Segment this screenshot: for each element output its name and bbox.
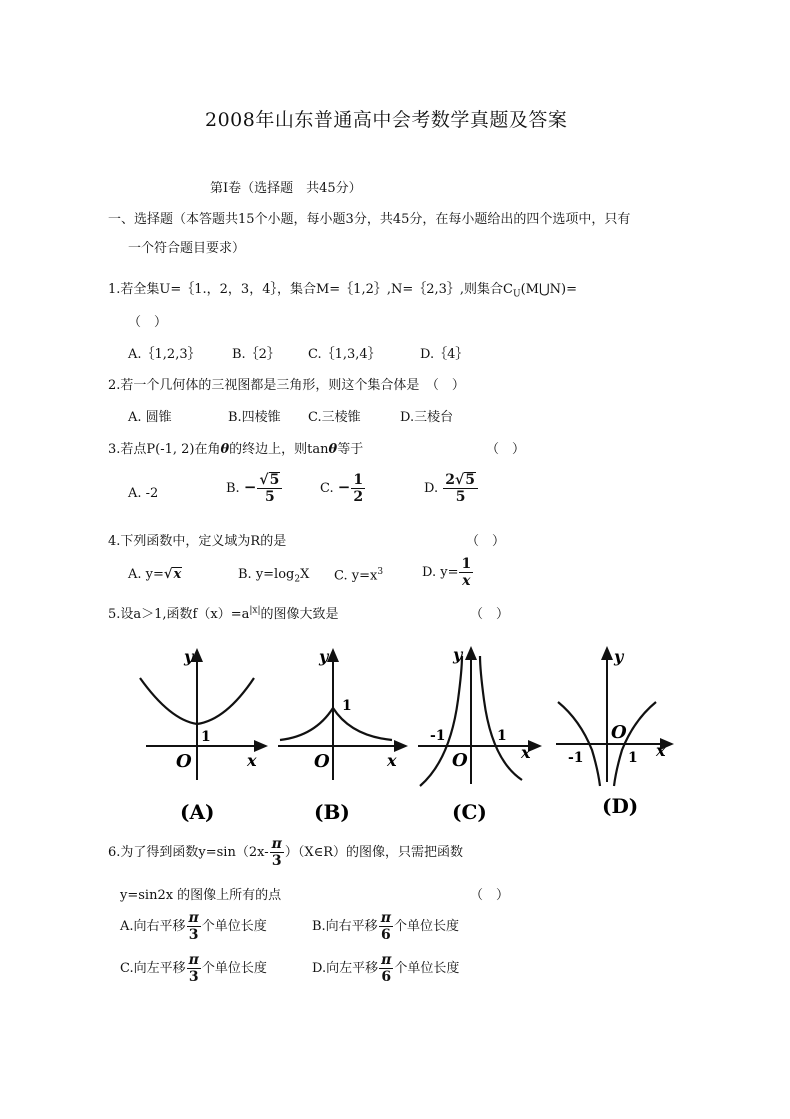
q3-option-b-fraction (257, 472, 282, 505)
graph-b-curve (280, 708, 392, 740)
q3-option-d-radicand: 5 (465, 472, 475, 488)
q6-line-2: y=sin2x 的图像上所有的点 (120, 888, 282, 903)
q5-stem-prefix: 5.设a＞1,函数f（x）=a (108, 607, 250, 622)
radical-icon: √ (454, 472, 465, 488)
q4-stem: 4.下列函数中，定义域为R的是 (108, 534, 287, 549)
graph-d-one: 1 (628, 750, 638, 766)
q6-option-a (120, 910, 267, 943)
q6-option-c-prefix: C.向左平移 (120, 961, 186, 976)
page-title: 2008年山东普通高中会考数学真题及答案 (205, 109, 568, 131)
q2-stem: 2.若一个几何体的三视图都是三角形，则这个集合体是 （ ） (108, 378, 465, 393)
q6-answer-paren: （ ） (470, 888, 510, 903)
q6-option-b-num: π (380, 910, 391, 926)
graph-a-one: 1 (201, 729, 211, 745)
q1-stem-prefix: 1.若全集U=｛1.，2，3，4｝，集合M=｛1,2｝,N=｛2,3｝,则集合C (108, 282, 513, 297)
q6-option-d (312, 952, 459, 985)
q4-option-d-den: x (462, 573, 471, 589)
graph-b-caption: (B) (314, 800, 350, 824)
q6-option-c-num: π (188, 952, 199, 968)
q4-option-b (238, 567, 309, 585)
q3-option-a: A. -2 (128, 486, 159, 501)
q5-stem-suffix: 的图像大致是 (260, 607, 339, 622)
q4-option-d-fraction (459, 556, 473, 589)
q6-stem-den: 3 (271, 853, 282, 869)
q3-option-c-den: 2 (353, 489, 364, 505)
q4-option-d-num: 1 (461, 556, 472, 572)
graph-a-caption: (A) (180, 800, 215, 824)
q4-option-b-prefix: B. y=log (238, 567, 295, 582)
q6-stem-num: π (271, 836, 282, 852)
q6-option-a-fraction (187, 910, 201, 943)
radical-icon: √ (163, 567, 173, 582)
q3-option-b-den: 5 (265, 489, 275, 505)
q1-option-d: D.｛4｝ (420, 347, 469, 362)
q6-option-b-prefix: B.向右平移 (312, 919, 378, 934)
q4-option-c-prefix: C. y=x (334, 568, 378, 584)
graph-b-origin: O (314, 751, 330, 772)
q6-option-d-den: 6 (381, 969, 392, 985)
graph-c-y-label: y (453, 645, 463, 664)
q3-option-d-den: 5 (455, 489, 466, 505)
q1-stem-suffix: (M⋃N)= (520, 282, 577, 297)
q6-option-a-num: π (188, 910, 199, 926)
graph-c-one: 1 (497, 728, 507, 744)
q6-stem-suffix: ）（X∈R）的图像，只需把函数 (284, 845, 464, 860)
q3-option-d-label: D. (424, 481, 439, 496)
q6-option-c (120, 952, 267, 985)
q3-option-d-fraction (443, 472, 478, 505)
q2-option-d: D.三棱台 (400, 410, 454, 425)
graph-b (278, 647, 402, 824)
q6-option-d-suffix: 个单位长度 (394, 961, 460, 976)
q6-option-c-den: 3 (188, 969, 199, 985)
q6-stem (108, 836, 463, 869)
q3-option-b-radicand: 5 (269, 472, 280, 488)
q6-option-b (312, 910, 459, 943)
graph-d (556, 647, 668, 818)
q4-option-b-sub: 2 (294, 574, 301, 585)
q3-stem (108, 438, 363, 457)
q5-stem-sup: |x| (249, 605, 261, 616)
graph-a-x-label: x (247, 751, 257, 770)
q3-option-d (424, 472, 479, 505)
q6-option-d-num: π (381, 952, 392, 968)
graph-d-x-label: x (656, 741, 666, 760)
q3-option-d-coef: 2 (445, 472, 455, 488)
q1-stem (108, 278, 577, 300)
q4-answer-paren: （ ） (466, 534, 506, 549)
q5-answer-paren: （ ） (470, 607, 510, 622)
q3-option-c-sign: − (337, 478, 351, 496)
q4-option-a-var: x (173, 567, 182, 582)
q6-option-c-suffix: 个单位长度 (201, 961, 267, 976)
q6-option-c-fraction (187, 952, 201, 985)
graph-a (140, 647, 262, 824)
q1-answer-paren: （ ） (128, 315, 168, 330)
q4-option-a (128, 567, 182, 582)
radical-icon: √ (259, 472, 269, 488)
graph-d-caption: (D) (602, 794, 639, 818)
instructions-line-2: 一个符合题目要求） (128, 241, 246, 256)
graph-a-y-label: y (184, 647, 194, 666)
q4-option-a-label: A. y= (128, 567, 164, 582)
graph-d-neg-one: -1 (568, 750, 584, 766)
instructions-line-1: 一、选择题（本答题共15个小题，每小题3分，共45分，在每小题给出的四个选项中，只有 (108, 212, 631, 227)
q5-graphs (0, 640, 790, 830)
graph-c-curve-right (480, 656, 522, 780)
q4-option-b-suffix: X (300, 567, 310, 582)
q1-option-a: A.｛1,2,3｝ (128, 347, 201, 362)
q2-option-a: A. 圆锥 (128, 410, 172, 425)
q6-option-a-prefix: A.向右平移 (120, 919, 186, 934)
q3-stem-prefix: 3.若点P(-1, 2)在角 (108, 442, 221, 457)
q6-option-b-fraction (379, 910, 393, 943)
q6-option-a-suffix: 个单位长度 (201, 919, 267, 934)
graph-c (418, 645, 536, 824)
q3-option-c (320, 472, 366, 505)
q1-option-c: C.｛1,3,4｝ (308, 347, 381, 362)
q3-option-c-label: C. (320, 481, 334, 496)
q2-option-c: C.三棱锥 (308, 410, 361, 425)
q6-stem-fraction (270, 836, 284, 869)
q3-option-c-num: 1 (353, 472, 364, 488)
section-heading: 第Ⅰ卷（选择题 共45分） (210, 181, 362, 196)
q3-theta-2: θ (328, 442, 338, 457)
graph-b-x-label: x (387, 751, 397, 770)
q3-option-b-label: B. (226, 481, 240, 496)
q4-option-d (422, 556, 474, 589)
q4-option-c (334, 567, 383, 583)
q1-stem-sub: U (513, 289, 521, 300)
q4-option-d-label: D. y= (422, 565, 459, 580)
q1-option-b: B.｛2｝ (232, 347, 280, 362)
graph-b-y-label: y (319, 647, 329, 666)
q6-option-d-prefix: D.向左平移 (312, 961, 379, 976)
q2-option-b: B.四棱锥 (228, 410, 281, 425)
q3-answer-paren: （ ） (486, 442, 526, 457)
q6-stem-prefix: 6.为了得到函数y=sin（2x- (108, 845, 269, 860)
graph-a-origin: O (176, 751, 192, 772)
graph-d-y-label: y (614, 647, 624, 666)
q6-option-a-den: 3 (188, 927, 199, 943)
q5-stem (108, 603, 339, 622)
q6-option-b-den: 6 (380, 927, 391, 943)
q3-option-b (226, 472, 283, 505)
q3-theta: θ (220, 442, 230, 457)
q3-option-b-sign: − (243, 478, 257, 496)
graph-d-origin: O (611, 722, 627, 743)
q3-stem-suffix: 等于 (337, 442, 364, 457)
q6-option-b-suffix: 个单位长度 (393, 919, 459, 934)
graph-c-origin: O (452, 750, 468, 771)
graph-c-caption: (C) (452, 800, 487, 824)
graph-c-neg-one: -1 (430, 728, 446, 744)
q4-option-c-sup: 3 (377, 567, 384, 577)
graph-b-one: 1 (342, 698, 352, 714)
q3-option-c-fraction (351, 472, 365, 505)
q3-stem-mid: 的终边上，则tan (229, 442, 329, 457)
graph-c-x-label: x (521, 743, 531, 762)
q6-option-d-fraction (379, 952, 393, 985)
